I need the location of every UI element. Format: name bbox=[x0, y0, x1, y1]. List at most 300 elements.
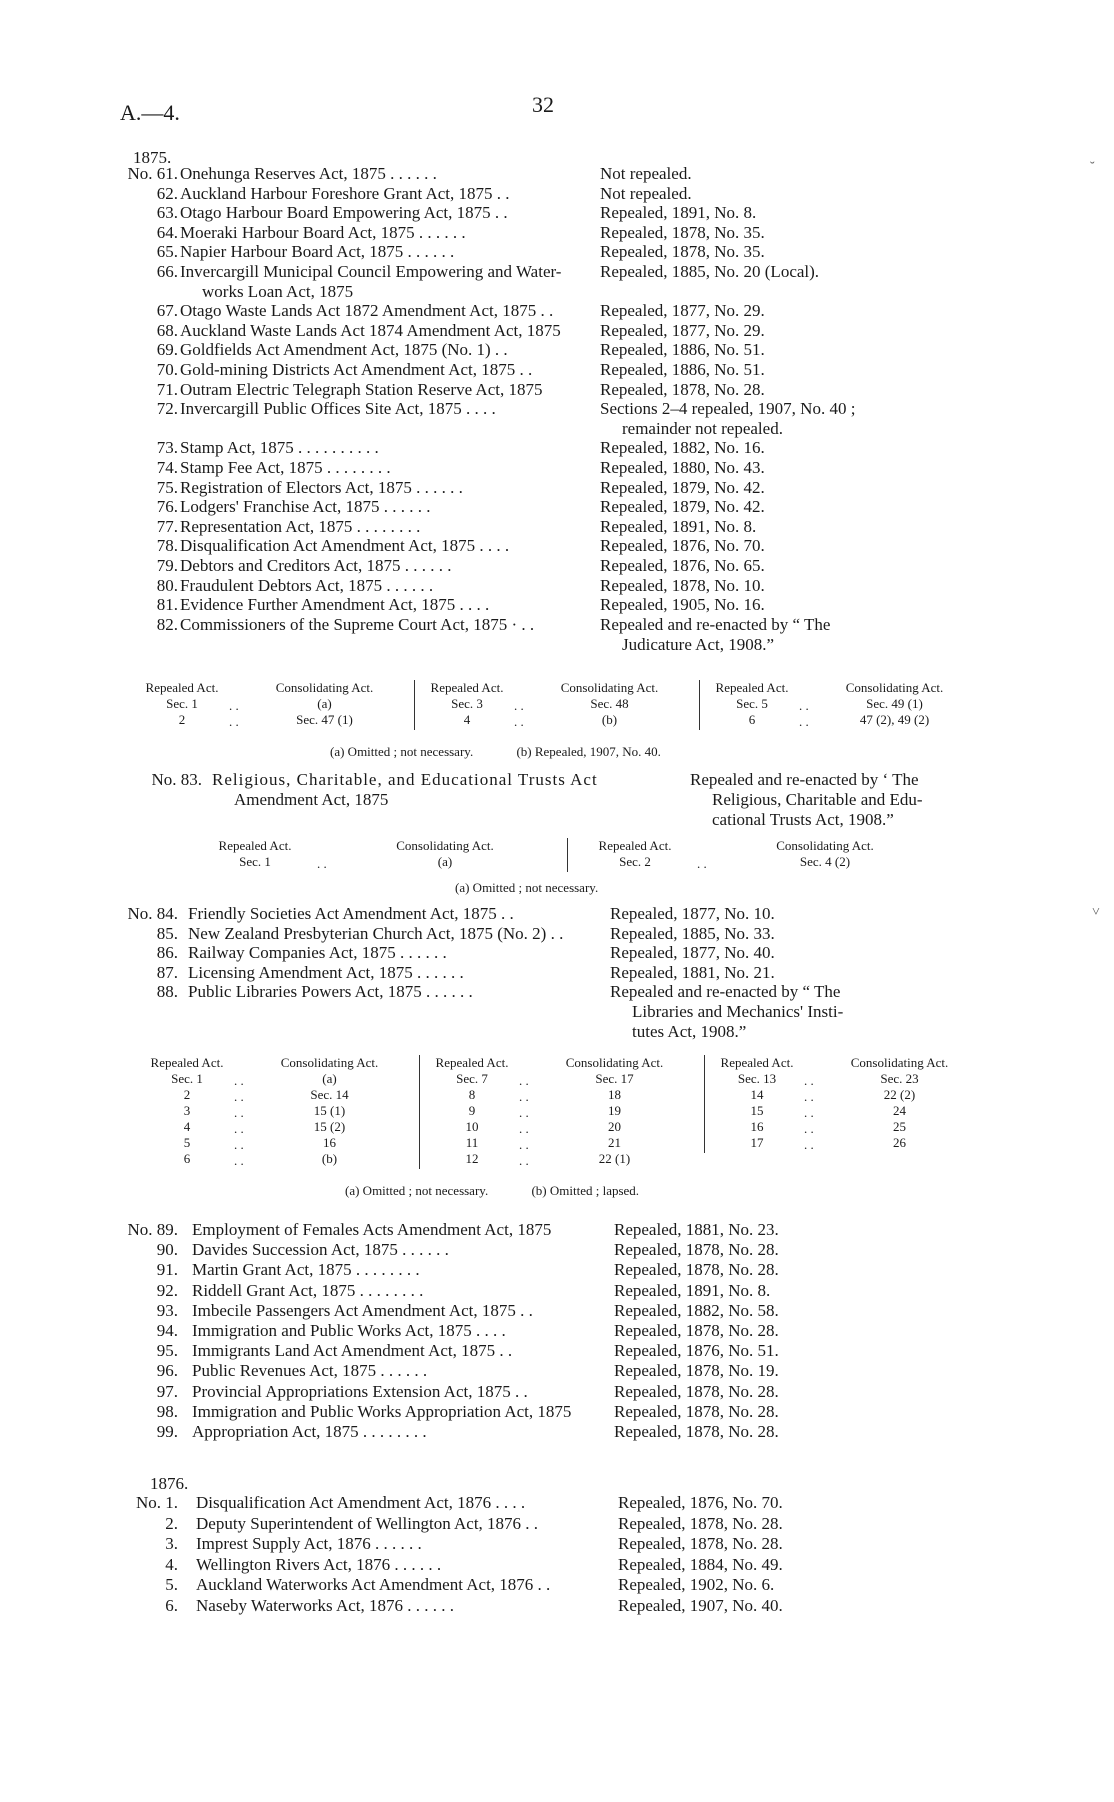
act-number: 75. bbox=[156, 477, 178, 497]
act-title-line: Otago Waste Lands Act 1872 Amendment Act, 1875 . . bbox=[180, 301, 554, 321]
act-status-line: Repealed, 1905, No. 16. bbox=[600, 595, 765, 615]
act-number: 66. bbox=[156, 262, 178, 281]
act-number: 79. bbox=[156, 556, 178, 575]
leader-dots: . . . . bbox=[229, 698, 239, 729]
year-heading-1876: 1876. bbox=[150, 1474, 189, 1493]
act-title-line: Stamp Fee Act, 1875 . . . . . . . . bbox=[180, 458, 391, 477]
column-header: Consolidating Act. bbox=[776, 838, 874, 853]
act-title-line: Auckland Waste Lands Act 1874 Amendment Act, 1875 bbox=[180, 320, 561, 340]
footnote-b: (b) Repealed, 1907, No. 40. bbox=[516, 744, 661, 759]
act-number: 64. bbox=[156, 222, 178, 242]
column-header: Consolidating Act. bbox=[565, 1055, 664, 1070]
act-status-line: Repealed, 1876, No. 70. bbox=[618, 1493, 783, 1512]
act-title bbox=[192, 1382, 604, 1402]
act-row bbox=[0, 301, 1114, 321]
repealed-column bbox=[427, 1055, 517, 1167]
table-cell: 4 bbox=[463, 712, 471, 727]
act-title bbox=[180, 262, 590, 302]
act-status bbox=[600, 301, 920, 321]
act-status bbox=[600, 399, 920, 439]
act-status-line: tutes Act, 1908.” bbox=[632, 1022, 747, 1042]
act-title-line: Riddell Grant Act, 1875 . . . . . . . . bbox=[192, 1280, 424, 1300]
column-divider bbox=[419, 1055, 420, 1169]
act-status bbox=[600, 380, 920, 400]
act-row bbox=[0, 458, 1114, 478]
act-number: No. 61. bbox=[127, 164, 178, 183]
act-title-line: Stamp Act, 1875 . . . . . . . . . . bbox=[180, 438, 379, 458]
act-row bbox=[0, 517, 1114, 537]
act-row bbox=[0, 184, 1114, 204]
consolidating-column bbox=[247, 680, 402, 728]
act-status-line: Repealed, 1907, No. 40. bbox=[618, 1596, 783, 1615]
act-status-line: Repealed, 1878, No. 10. bbox=[600, 575, 765, 595]
act-number: 4. bbox=[165, 1554, 178, 1574]
act-row bbox=[0, 982, 1114, 1041]
table-cell: Sec. 4 (2) bbox=[799, 854, 851, 869]
act-title bbox=[180, 458, 590, 478]
act-status bbox=[614, 1402, 934, 1422]
act-row bbox=[0, 615, 1114, 654]
act-title bbox=[180, 556, 590, 576]
act-number: 70. bbox=[156, 360, 178, 379]
act-title-line: Moeraki Harbour Board Act, 1875 . . . . . . bbox=[180, 222, 466, 242]
act-status-line: Repealed, 1876, No. 70. bbox=[600, 536, 765, 556]
act-status bbox=[614, 1382, 934, 1402]
act-number: 88. bbox=[156, 982, 178, 1002]
act-status bbox=[618, 1575, 938, 1595]
act-title bbox=[192, 1220, 604, 1240]
column-header: Repealed Act. bbox=[720, 1055, 794, 1070]
act-row bbox=[0, 904, 1114, 924]
act-status bbox=[610, 904, 930, 924]
act-status-line: remainder not repealed. bbox=[622, 419, 783, 439]
act-status bbox=[610, 982, 930, 1042]
act-status-line: Repealed, 1877, No. 29. bbox=[600, 320, 765, 340]
table-cell: 22 (1) bbox=[598, 1151, 631, 1166]
act-title-line: Auckland Waterworks Act Amendment Act, 1876 . . bbox=[196, 1575, 551, 1595]
table-cell: 2 bbox=[178, 712, 186, 727]
act-row bbox=[0, 164, 1114, 184]
column-header: Consolidating Act. bbox=[280, 1055, 379, 1070]
table-cell: Sec. 7 bbox=[456, 1071, 488, 1086]
table-cell: 22 (2) bbox=[883, 1087, 916, 1102]
act-status bbox=[618, 1493, 938, 1513]
act-status bbox=[600, 497, 920, 517]
act-status bbox=[600, 556, 920, 576]
consolidating-column bbox=[822, 1055, 977, 1151]
consolidating-column bbox=[252, 1055, 407, 1167]
act-title-line: Davides Succession Act, 1875 . . . . . . bbox=[192, 1240, 449, 1260]
act-row bbox=[0, 1422, 1114, 1442]
act-title bbox=[196, 1596, 608, 1616]
act-title bbox=[192, 1281, 604, 1301]
act-title bbox=[192, 1341, 604, 1361]
act-title-line: Appropriation Act, 1875 . . . . . . . . bbox=[192, 1422, 427, 1441]
act-number: 5. bbox=[165, 1575, 178, 1595]
act-title-line: Disqualification Act Amendment Act, 1876 . . . . bbox=[196, 1493, 526, 1512]
column-header: Repealed Act. bbox=[715, 680, 789, 695]
act-number: 62. bbox=[156, 183, 178, 203]
act-row bbox=[0, 1260, 1114, 1280]
act-status bbox=[600, 595, 920, 615]
act-number: 87. bbox=[156, 962, 178, 982]
act-title bbox=[192, 1260, 604, 1280]
leader-dots: . . . . bbox=[799, 698, 809, 729]
table-cell: 26 bbox=[893, 1135, 906, 1150]
act-row bbox=[0, 1402, 1114, 1422]
act-status bbox=[614, 1321, 934, 1341]
act-title-line: Public Libraries Powers Act, 1875 . . . . . . bbox=[188, 982, 473, 1002]
act-status bbox=[600, 340, 920, 360]
act-number: 96. bbox=[156, 1361, 178, 1381]
act-status bbox=[600, 536, 920, 556]
act-number: 2. bbox=[165, 1513, 178, 1533]
act-status-line: Repealed, 1902, No. 6. bbox=[618, 1575, 775, 1595]
act-number: 93. bbox=[156, 1300, 178, 1320]
act-number: 3. bbox=[165, 1534, 178, 1554]
act-title-line: Goldfields Act Amendment Act, 1875 (No. 1) . . bbox=[180, 340, 508, 360]
act-status-line: Repealed and re-enacted by “ The bbox=[610, 982, 841, 1002]
act-status-line: Repealed, 1878, No. 28. bbox=[614, 1401, 779, 1421]
act-title-line: Immigration and Public Works Act, 1875 . . . . bbox=[192, 1321, 506, 1340]
table-cell: 18 bbox=[608, 1087, 621, 1102]
act-status-line: Repealed, 1878, No. 28. bbox=[614, 1240, 779, 1260]
act-status bbox=[618, 1555, 938, 1575]
column-header: Repealed Act. bbox=[218, 838, 292, 853]
act-status-line: Repealed, 1876, No. 65. bbox=[600, 556, 765, 575]
act-number: No. 84. bbox=[127, 904, 178, 923]
act-status bbox=[618, 1534, 938, 1554]
act-title-line: Registration of Electors Act, 1875 . . . . . . bbox=[180, 477, 463, 497]
act-status-line: Repealed, 1878, No. 28. bbox=[614, 1321, 779, 1340]
table-cell: Sec. 48 bbox=[590, 696, 629, 711]
act-title-line: Friendly Societies Act Amendment Act, 1875 . . bbox=[188, 904, 514, 923]
act-title-line: Outram Electric Telegraph Station Reserve Act, 1875 bbox=[180, 379, 543, 399]
act-title-line: Representation Act, 1875 . . . . . . . . bbox=[180, 516, 421, 536]
act-title bbox=[188, 963, 600, 983]
act-row bbox=[0, 1281, 1114, 1301]
act-status bbox=[600, 360, 920, 380]
act-status-line: Repealed, 1878, No. 28. bbox=[614, 1422, 779, 1441]
table-footnotes-82 bbox=[330, 744, 661, 760]
act-status-line: Repealed, 1881, No. 23. bbox=[614, 1220, 779, 1239]
act-row bbox=[0, 1575, 1114, 1596]
act-status-line: Repealed, 1880, No. 43. bbox=[600, 458, 765, 477]
act-status-line: Judicature Act, 1908.” bbox=[622, 634, 775, 654]
act-number: 90. bbox=[156, 1240, 178, 1260]
act-status-line: Repealed, 1886, No. 51. bbox=[600, 340, 765, 360]
act-status-line: Repealed, 1885, No. 33. bbox=[610, 923, 775, 943]
table-cell: Sec. 2 bbox=[619, 854, 651, 869]
act-row bbox=[0, 1382, 1114, 1402]
margin-mark: ˘ bbox=[1090, 160, 1095, 175]
act-title bbox=[180, 321, 590, 341]
act-number: No. 83. bbox=[151, 770, 202, 789]
act-status-line: Repealed, 1881, No. 21. bbox=[610, 962, 775, 982]
column-header: Consolidating Act. bbox=[396, 838, 494, 853]
column-header: Repealed Act. bbox=[145, 680, 219, 695]
act-title-line: Gold-mining Districts Act Amendment Act, 1875 . . bbox=[180, 360, 533, 379]
repealed-column bbox=[142, 1055, 232, 1167]
column-header: Repealed Act. bbox=[598, 838, 672, 853]
act-row bbox=[0, 262, 1114, 301]
act-title-line: Naseby Waterworks Act, 1876 . . . . . . bbox=[196, 1596, 454, 1615]
repealed-column bbox=[575, 838, 695, 870]
act-status-line: Repealed, 1878, No. 28. bbox=[614, 1381, 779, 1401]
act-status-line: Repealed, 1878, No. 28. bbox=[618, 1534, 783, 1554]
table-cell: 24 bbox=[893, 1103, 906, 1118]
act-title-line: Disqualification Act Amendment Act, 1875 . . . . bbox=[180, 536, 510, 556]
act-status-line: Repealed, 1878, No. 35. bbox=[600, 242, 765, 262]
page-number: 32 bbox=[532, 92, 554, 117]
repealed-column bbox=[422, 680, 512, 728]
act-title-line: Licensing Amendment Act, 1875 . . . . . . bbox=[188, 962, 464, 982]
footnote-a: (a) Omitted ; not necessary. bbox=[330, 744, 474, 759]
act-status-line: Repealed, 1882, No. 58. bbox=[614, 1300, 779, 1320]
act-status bbox=[610, 924, 930, 944]
table-cell: Sec. 3 bbox=[451, 696, 483, 711]
section-table-act-82 bbox=[137, 680, 997, 740]
act-row bbox=[0, 203, 1114, 223]
act-title bbox=[180, 360, 590, 380]
act-status bbox=[600, 164, 920, 184]
act-status bbox=[614, 1341, 934, 1361]
act-row bbox=[0, 497, 1114, 517]
document-reference: A.—4. bbox=[120, 100, 180, 125]
table-cell: 17 bbox=[750, 1135, 764, 1150]
act-number: 76. bbox=[156, 497, 178, 517]
act-title bbox=[196, 1555, 608, 1575]
table-cell: 21 bbox=[608, 1135, 621, 1150]
column-header: Repealed Act. bbox=[150, 1055, 224, 1070]
act-status bbox=[600, 517, 920, 537]
margin-mark: ˅ bbox=[1092, 905, 1100, 920]
column-header: Repealed Act. bbox=[435, 1055, 509, 1070]
section-table-act-83 bbox=[195, 838, 955, 880]
leader-dots: . . . . bbox=[514, 698, 524, 729]
act-number: 94. bbox=[156, 1321, 178, 1340]
act-title bbox=[188, 904, 600, 924]
act-number: 74. bbox=[156, 458, 178, 477]
table-cell: 25 bbox=[893, 1119, 906, 1134]
column-divider bbox=[699, 680, 700, 730]
act-title bbox=[180, 536, 590, 556]
act-title-line: New Zealand Presbyterian Church Act, 1875 (No. 2) . . bbox=[188, 923, 564, 943]
act-row bbox=[0, 1534, 1114, 1555]
table-cell: Sec. 1 bbox=[166, 696, 198, 711]
act-title-line: Otago Harbour Board Empowering Act, 1875 . . bbox=[180, 203, 508, 223]
act-title bbox=[180, 223, 590, 243]
act-title bbox=[196, 1514, 608, 1534]
act-title bbox=[180, 615, 590, 635]
act-row bbox=[0, 1493, 1114, 1514]
act-title-line: Debtors and Creditors Act, 1875 . . . . . . bbox=[180, 556, 452, 575]
act-status-line: Repealed, 1878, No. 28. bbox=[614, 1260, 779, 1280]
act-title-line: Provincial Appropriations Extension Act, 1875 . . bbox=[192, 1381, 528, 1401]
act-status bbox=[600, 478, 920, 498]
year-heading-1875: 1875. bbox=[133, 148, 172, 167]
repealed-column bbox=[195, 838, 315, 870]
table-cell: (a) bbox=[317, 696, 332, 711]
table-cell: Sec. 1 bbox=[171, 1071, 203, 1086]
act-status bbox=[600, 438, 920, 458]
consolidating-column bbox=[335, 838, 555, 870]
act-status-line: Repealed, 1878, No. 28. bbox=[600, 379, 765, 399]
act-number: 92. bbox=[156, 1280, 178, 1300]
leader-dots: . . . . . . . . . . . . bbox=[519, 1073, 529, 1168]
table-cell: 8 bbox=[468, 1087, 476, 1102]
leader-dots: . . bbox=[317, 856, 327, 871]
act-status-line: Repealed, 1891, No. 8. bbox=[614, 1280, 771, 1300]
act-row bbox=[0, 963, 1114, 983]
act-status-line: Repealed, 1877, No. 40. bbox=[610, 943, 775, 963]
act-status bbox=[618, 1596, 938, 1616]
act-number: 97. bbox=[156, 1381, 178, 1401]
act-status bbox=[600, 203, 920, 223]
act-status bbox=[600, 576, 920, 596]
act-status bbox=[614, 1281, 934, 1301]
act-number: 67. bbox=[156, 301, 178, 321]
act-title bbox=[180, 301, 590, 321]
act-number: No. 89. bbox=[127, 1220, 178, 1239]
act-title bbox=[180, 340, 590, 360]
act-title bbox=[180, 399, 590, 419]
act-title bbox=[180, 576, 590, 596]
act-row bbox=[0, 1301, 1114, 1321]
act-status-line: Repealed, 1878, No. 19. bbox=[614, 1361, 779, 1381]
consolidating-column bbox=[715, 838, 935, 870]
table-cell: 47 (2), 49 (2) bbox=[859, 712, 930, 727]
table-cell: Sec. 1 bbox=[239, 854, 271, 869]
act-number: No. 1. bbox=[135, 1493, 178, 1512]
act-number: 95. bbox=[156, 1341, 178, 1361]
table-cell: 10 bbox=[465, 1119, 479, 1134]
table-cell: 19 bbox=[608, 1103, 621, 1118]
footnote-a: (a) Omitted ; not necessary. bbox=[345, 1183, 489, 1198]
act-title bbox=[188, 982, 600, 1002]
act-title bbox=[180, 478, 590, 498]
table-cell: Sec. 13 bbox=[737, 1071, 777, 1086]
act-title bbox=[180, 164, 590, 184]
act-status-line: Repealed, 1884, No. 49. bbox=[618, 1554, 783, 1574]
act-status-line: Not repealed. bbox=[600, 183, 692, 203]
footnote-a: (a) Omitted ; not necessary. bbox=[455, 880, 599, 895]
act-title-line: Napier Harbour Board Act, 1875 . . . . . . bbox=[180, 242, 455, 262]
column-divider bbox=[567, 838, 568, 872]
act-title-line: Imbecile Passengers Act Amendment Act, 1875 . . bbox=[192, 1300, 533, 1320]
act-title bbox=[180, 203, 590, 223]
act-title-line: Imprest Supply Act, 1876 . . . . . . bbox=[196, 1534, 422, 1554]
act-status-line: Repealed, 1877, No. 10. bbox=[610, 904, 775, 923]
act-status bbox=[618, 1514, 938, 1534]
table-cell: 3 bbox=[183, 1103, 191, 1118]
act-status: Repealed and re-enacted by ‘ The Religious, Charitable and Edu- cational Trusts Act, 1908.” bbox=[690, 770, 923, 829]
act-title-line: Evidence Further Amendment Act, 1875 . . . . bbox=[180, 595, 490, 615]
act-title bbox=[180, 595, 590, 615]
act-title bbox=[192, 1422, 604, 1442]
leader-dots: . . . . . . . . . . . . bbox=[234, 1073, 244, 1168]
act-status-line: Repealed, 1891, No. 8. bbox=[600, 203, 757, 223]
act-title bbox=[180, 184, 590, 204]
act-title-line: Lodgers' Franchise Act, 1875 . . . . . . bbox=[180, 497, 431, 517]
act-row bbox=[0, 223, 1114, 243]
repealed-column bbox=[137, 680, 227, 728]
act-row bbox=[0, 1514, 1114, 1535]
table-cell: 15 (2) bbox=[313, 1119, 346, 1134]
act-status-line: Libraries and Mechanics' Insti- bbox=[632, 1002, 844, 1022]
act-row bbox=[0, 478, 1114, 498]
act-status-line: Repealed, 1879, No. 42. bbox=[600, 477, 765, 497]
act-row bbox=[0, 1341, 1114, 1361]
column-header: Consolidating Act. bbox=[845, 680, 944, 695]
act-number: 69. bbox=[156, 340, 178, 360]
act-number: 98. bbox=[156, 1401, 178, 1421]
act-title bbox=[180, 380, 590, 400]
table-cell: 2 bbox=[183, 1087, 191, 1102]
table-cell: 14 bbox=[750, 1087, 764, 1102]
act-row bbox=[0, 1321, 1114, 1341]
act-title-line: Onehunga Reserves Act, 1875 . . . . . . bbox=[180, 164, 437, 183]
act-number: 6. bbox=[165, 1596, 178, 1615]
act-status bbox=[614, 1422, 934, 1442]
table-cell: 16 bbox=[323, 1135, 336, 1150]
act-row bbox=[0, 1555, 1114, 1576]
act-status bbox=[600, 242, 920, 262]
act-number: 81. bbox=[156, 595, 178, 615]
act-row bbox=[0, 399, 1114, 438]
act-status-line: Repealed, 1885, No. 20 (Local). bbox=[600, 262, 820, 281]
table-cell: 4 bbox=[183, 1119, 191, 1134]
act-title-line: Deputy Superintendent of Wellington Act, 1876 . . bbox=[196, 1513, 539, 1533]
table-cell: 9 bbox=[468, 1103, 476, 1118]
act-status bbox=[614, 1220, 934, 1240]
act-number: 73. bbox=[156, 438, 178, 458]
act-row bbox=[0, 1596, 1114, 1617]
act-title-line: Auckland Harbour Foreshore Grant Act, 1875 . . bbox=[180, 183, 510, 203]
act-number: 63. bbox=[156, 203, 178, 223]
act-title bbox=[192, 1321, 604, 1341]
act-row bbox=[0, 360, 1114, 380]
act-number: 91. bbox=[156, 1260, 178, 1280]
act-status bbox=[600, 184, 920, 204]
table-cell: Sec. 5 bbox=[736, 696, 768, 711]
act-title bbox=[188, 943, 600, 963]
table-cell: (b) bbox=[321, 1151, 338, 1166]
act-number: 82. bbox=[156, 614, 178, 634]
repealed-column bbox=[707, 680, 797, 728]
act-title bbox=[192, 1301, 604, 1321]
footnote-b: (b) Omitted ; lapsed. bbox=[531, 1183, 640, 1198]
act-title bbox=[192, 1402, 604, 1422]
act-title-line: Fraudulent Debtors Act, 1875 . . . . . . bbox=[180, 575, 434, 595]
act-title-line: Commissioners of the Supreme Court Act, 1875 · . . bbox=[180, 614, 535, 634]
act-status-line: Sections 2–4 repealed, 1907, No. 40 ; bbox=[600, 399, 856, 419]
act-status bbox=[610, 943, 930, 963]
table-cell: Sec. 23 bbox=[880, 1071, 919, 1086]
act-title-line: Railway Companies Act, 1875 . . . . . . bbox=[188, 943, 447, 963]
act-status-line: Repealed, 1886, No. 51. bbox=[600, 360, 765, 379]
column-divider bbox=[414, 680, 415, 730]
act-status-line: Repealed, 1882, No. 16. bbox=[600, 438, 765, 458]
act-title bbox=[180, 497, 590, 517]
table-cell: Sec. 49 (1) bbox=[866, 696, 923, 711]
act-row bbox=[0, 556, 1114, 576]
act-number: 80. bbox=[156, 575, 178, 595]
act-status bbox=[600, 321, 920, 341]
act-number: 71. bbox=[156, 379, 178, 399]
act-title bbox=[188, 924, 600, 944]
table-cell: 5 bbox=[183, 1135, 191, 1150]
